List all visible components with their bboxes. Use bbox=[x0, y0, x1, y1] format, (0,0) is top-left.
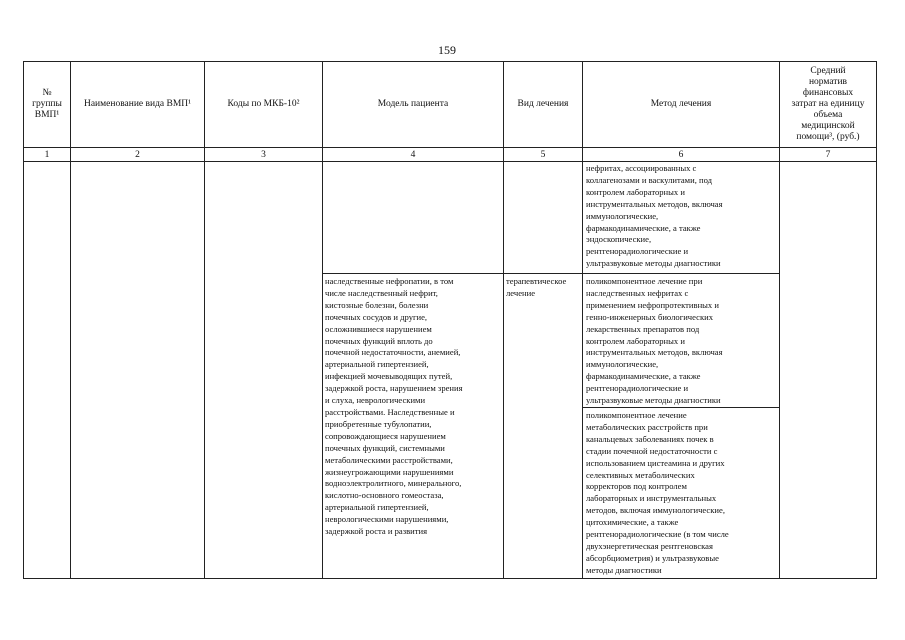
treatment-method-cell: поликомпонентное лечение при наследственных нефритах с применением нефропротективных и генно-инженерных биологических лекарственных препаратов под контролем лабораторных и инструментальных методов, включая иммунологические, фармакодинамические, а также рентгенорадиологические и ультразвуковые методы диагностики bbox=[586, 276, 723, 406]
column-number: 6 bbox=[678, 149, 684, 160]
numbers-divider bbox=[24, 161, 876, 162]
header-vmp-name: Наименование вида ВМП¹ bbox=[83, 99, 192, 109]
header-group-number: № группы ВМП¹ bbox=[32, 88, 62, 120]
header-cost-standard: Средний норматив финансовых затрат на единицу объема медицинской помощи³, (руб.) bbox=[791, 66, 865, 142]
column-number: 5 bbox=[540, 149, 546, 160]
column-number: 2 bbox=[135, 149, 140, 160]
column-number: 4 bbox=[410, 149, 416, 160]
header-treatment-type: Вид лечения bbox=[517, 99, 569, 109]
vmp-table bbox=[23, 61, 877, 579]
header-patient-model: Модель пациента bbox=[377, 99, 449, 109]
column-number: 3 bbox=[261, 149, 266, 160]
treatment-method-continued: нефритах, ассоциированных с коллагенозами и васкулитами, под контролем лабораторных и инструментальных методов, включая иммунологические, фармакодинамические, а также эндоскопические, рентгенорадиологические и ультразвуковые методы диагностики bbox=[586, 163, 723, 269]
header-icd-codes: Коды по МКБ-10² bbox=[227, 99, 300, 109]
row-divider bbox=[322, 273, 779, 274]
page-number: 159 bbox=[438, 43, 456, 57]
treatment-type-cell: терапевтическое лечение bbox=[506, 276, 567, 298]
header-treatment-method: Метод лечения bbox=[650, 99, 712, 109]
treatment-method-cell: поликомпонентное лечение метаболических расстройств при канальцевых заболеваниях почек в стадии почечной недостаточности с использованием цистеамина и других селективных метаболических корректоров под контролем лабораторных и инструментальных методов, включая иммунологические, цитохимические, а также рентгенорадиологические (в том числе двухэнергетическая рентгеновская абсорбциометрия) и ультразвуковые методы диагностики bbox=[586, 410, 729, 575]
column-number: 1 bbox=[44, 149, 50, 160]
column-number: 7 bbox=[825, 149, 831, 160]
patient-model-cell: наследственные нефропатии, в том числе наследственный нефрит, кистозные болезни, болезни почечных сосудов и другие, осложнившиеся нарушением почечных функций вплоть до почечной недостаточности, анемией, артериальной гипертензией, инфекцией мочевыводящих путей, задержкой роста, нарушением зрения и слуха, неврологическими расстройствами. Наследственные и приобретенные тубулопатии, сопровождающиеся нарушением почечных функций, системными метаболическими расстройствами, жизнеугрожающими нарушениями водноэлектролитного, минерального, кислотно-основного гомеостаза, артериальной гипертензией, неврологическими нарушениями, задержкой роста и развития bbox=[325, 276, 463, 537]
method-divider bbox=[582, 407, 779, 408]
